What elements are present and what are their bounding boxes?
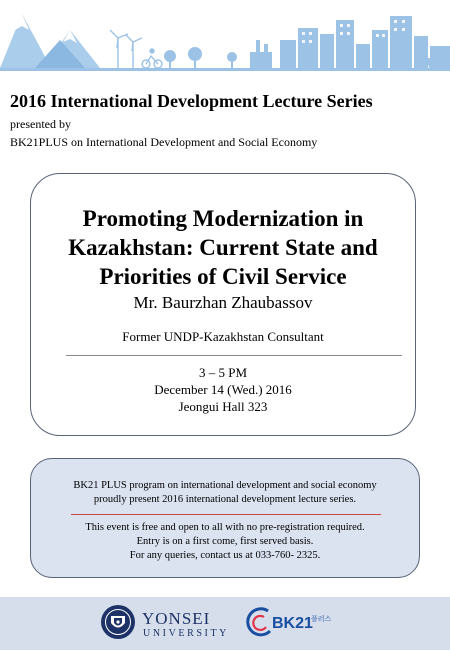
yonsei-logo-text: YONSEI: [142, 609, 211, 628]
trees-graphic: [164, 47, 237, 68]
yonsei-seal-icon: [100, 604, 136, 640]
wind-turbine-icon: [110, 30, 142, 68]
bk21-swirl-icon: [244, 603, 274, 643]
notice-line: This event is free and open to all with no pre-registration required.: [85, 522, 365, 533]
notice-line: proudly present 2016 international development lecture series.: [93, 494, 357, 505]
presented-by-text: presented by: [10, 117, 71, 131]
speaker-name: Mr. Baurzhan Zhaubassov: [133, 293, 313, 312]
lecture-date: December 14 (Wed.) 2016: [154, 382, 292, 397]
cyclist-icon: [142, 49, 162, 68]
mountains-graphic: [0, 14, 100, 68]
notice-line: Entry is on a first come, first served basis.: [136, 536, 314, 547]
organization-name: BK21PLUS on International Development and Social Economy: [10, 135, 318, 149]
header-banner-illustration: [0, 0, 450, 80]
series-title: 2016 International Development Lecture Series: [10, 91, 373, 111]
bk21-logo-suffix: 플러스: [311, 615, 332, 623]
notice-divider: [71, 514, 381, 515]
city-skyline-graphic: [280, 16, 450, 68]
contact-line: For any queries, contact us at 033-760- 2325.: [129, 550, 321, 561]
bk21-logo-text: BK21: [272, 615, 313, 632]
footer-logo-bar: [0, 597, 450, 650]
notice-box: [30, 458, 420, 578]
lecture-info-box: [30, 173, 416, 436]
yonsei-logo-subtext: UNIVERSITY: [143, 628, 229, 639]
lecture-venue: Jeongui Hall 323: [178, 399, 268, 414]
lecture-time: 3 – 5 PM: [198, 365, 248, 380]
lecture-title: Promoting Modernization in Kazakhstan: Current State and Priorities of Civil Service: [68, 206, 378, 289]
notice-line: BK21 PLUS program on international development and social economy: [73, 480, 377, 491]
divider: [66, 355, 402, 356]
factory-icon: [250, 40, 272, 68]
speaker-role: Former UNDP-Kazakhstan Consultant: [122, 329, 324, 344]
